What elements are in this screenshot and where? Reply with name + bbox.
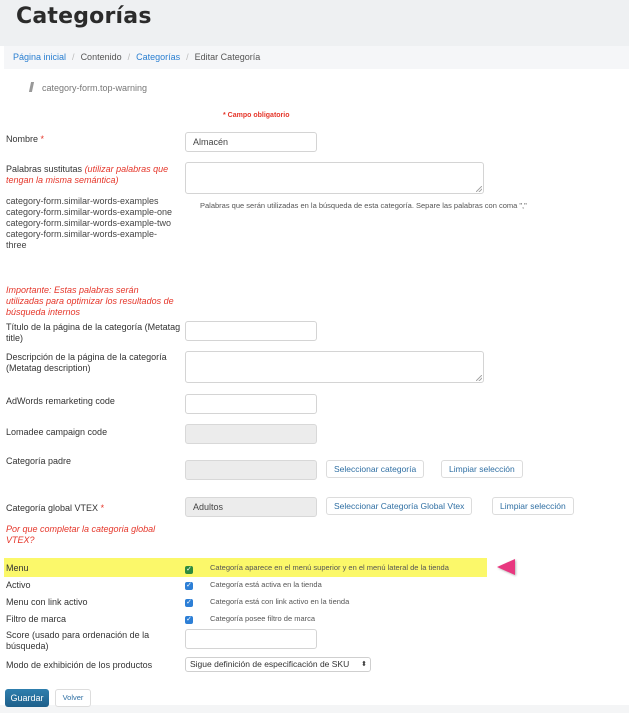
filtro-marca-description: Categoría posee filtro de marca <box>210 614 316 623</box>
select-updown-icon: ⬍ <box>361 661 367 668</box>
filtro-marca-checkbox[interactable]: ✓ <box>186 616 192 623</box>
clear-global-vtex-button[interactable]: Limpiar selección <box>492 497 574 515</box>
adwords-input[interactable] <box>185 394 317 414</box>
breadcrumb <box>4 46 629 69</box>
filtro-marca-label: Filtro de marca <box>6 614 67 624</box>
resize-grip-icon[interactable] <box>476 186 482 192</box>
example-line: category-form.similar-words-examples <box>6 196 159 206</box>
breadcrumb-separator: / <box>186 52 189 62</box>
clear-category-button[interactable]: Limpiar selección <box>441 460 523 478</box>
select-global-vtex-button[interactable]: Seleccionar Categoría Global Vtex <box>326 497 472 515</box>
padre-input <box>185 460 317 480</box>
palabras-hint: (utilizar palabras que tengan la misma semántica) <box>6 164 169 185</box>
menu-link-activo-checkbox[interactable]: ✓ <box>186 599 192 606</box>
menu-checkbox[interactable]: ✓ <box>186 566 192 573</box>
modo-exhibicion-label: Modo de exhibición de los productos <box>6 660 153 670</box>
resize-grip-icon[interactable] <box>476 375 482 381</box>
modo-exhibicion-select[interactable] <box>185 657 371 672</box>
menu-link-activo-label: Menu con link activo <box>6 597 88 607</box>
menu-link-activo-description: Categoría está con link activo en la tienda <box>210 597 350 606</box>
warning-bar-icon <box>29 82 34 92</box>
breadcrumb-separator: / <box>127 52 131 62</box>
adwords-label: AdWords remarketing code <box>6 396 115 406</box>
page-header <box>0 0 629 46</box>
save-button[interactable]: Guardar <box>5 689 49 707</box>
breadcrumb-current: Editar Categoría <box>194 52 261 62</box>
nombre-label-text: Nombre <box>6 134 39 144</box>
page-title: Categorías <box>16 4 152 29</box>
palabras-textarea[interactable] <box>185 162 484 194</box>
top-warning <box>30 82 147 93</box>
pointer-arrow-icon <box>497 559 515 575</box>
breadcrumb-categorias[interactable]: Categorías <box>136 52 181 62</box>
nombre-input[interactable]: Almacén <box>185 132 317 152</box>
top-warning-text: category-form.top-warning <box>42 83 148 93</box>
menu-label: Menu <box>6 563 29 573</box>
required-asterisk: * <box>100 503 105 513</box>
required-asterisk: * <box>40 134 45 144</box>
descripcion-textarea[interactable] <box>185 351 484 383</box>
activo-checkbox[interactable]: ✓ <box>186 582 192 589</box>
palabras-label <box>6 164 178 186</box>
activo-label: Activo <box>6 580 31 590</box>
activo-description: Categoría está activa en la tienda <box>210 580 322 589</box>
lomadee-label: Lomadee campaign code <box>6 427 108 437</box>
footer-background <box>0 705 629 713</box>
titulo-label: Título de la página de la categoría (Metatag title) <box>6 322 181 343</box>
breadcrumb-contenido: Contenido <box>80 52 122 62</box>
similar-words-examples <box>6 196 176 251</box>
global-vtex-label <box>6 503 104 514</box>
back-button[interactable]: Volver <box>55 689 91 707</box>
nombre-label <box>6 134 44 145</box>
breadcrumb-separator: / <box>72 52 75 62</box>
score-label: Score (usado para ordenación de la búsqueda) <box>6 630 150 651</box>
palabras-help: Palabras que serán utilizadas en la búsqueda de esta categoría. Separe las palabras con coma "," <box>200 201 527 210</box>
descripcion-label: Descripción de la página de la categoría (Metatag description) <box>6 352 167 373</box>
select-category-button[interactable]: Seleccionar categoría <box>326 460 424 478</box>
titulo-input[interactable] <box>185 321 317 341</box>
breadcrumb-home[interactable]: Página inicial <box>13 52 67 62</box>
required-note: * Campo obligatorio <box>223 112 290 119</box>
example-line: category-form.similar-words-example-three <box>6 229 158 250</box>
padre-label: Categoría padre <box>6 456 72 466</box>
example-line: category-form.similar-words-example-two <box>6 218 172 228</box>
important-note: Importante: Estas palabras serán utilizadas para optimizar los resultados de búsqueda internos <box>6 285 174 317</box>
score-input[interactable] <box>185 629 317 649</box>
global-vtex-label-text: Categoría global VTEX <box>6 503 99 513</box>
lomadee-input <box>185 424 317 444</box>
palabras-label-text: Palabras sustitutas <box>6 164 83 174</box>
example-line: category-form.similar-words-example-one <box>6 207 173 217</box>
why-global-vtex-link[interactable]: Por que completar la categoria global VTEX? <box>6 524 156 545</box>
modo-exhibicion-selected: Sigue definición de especificación de SKU <box>190 659 350 669</box>
menu-description: Categoría aparece en el menú superior y en el menú lateral de la tienda <box>210 563 449 572</box>
global-vtex-input: Adultos <box>185 497 317 517</box>
